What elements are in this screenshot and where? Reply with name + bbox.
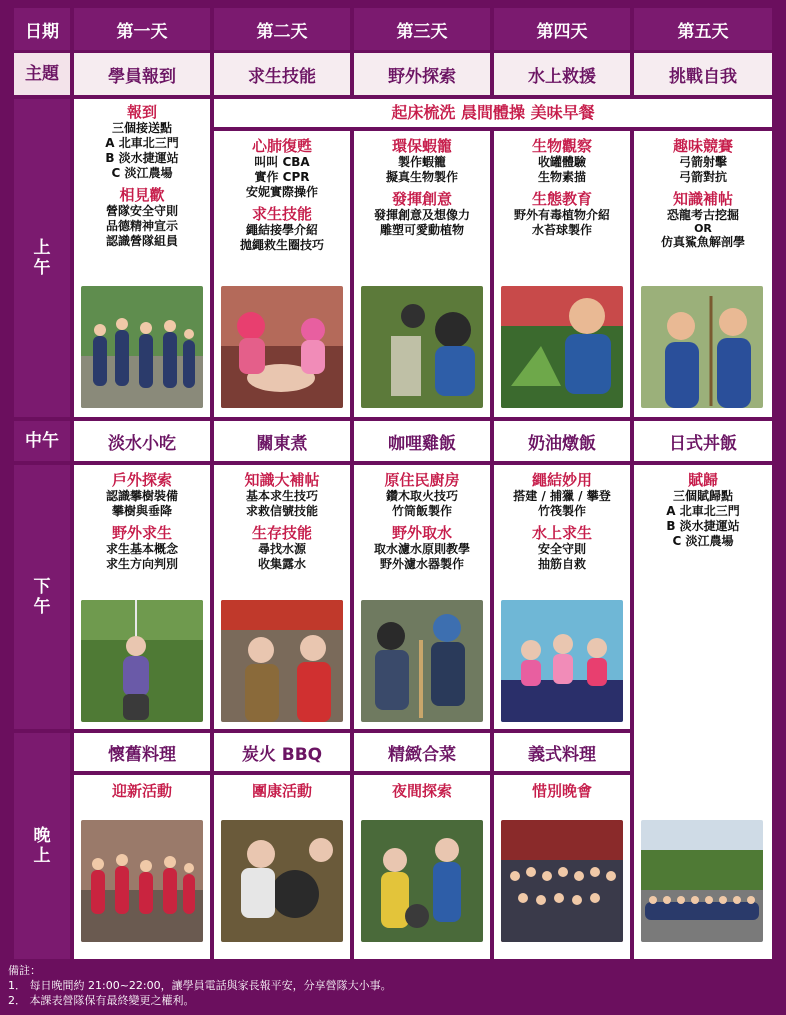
evening-activity-3: 夜間探索 bbox=[391, 782, 452, 800]
afternoon-d2-line: 求救信號技能 bbox=[245, 504, 318, 518]
theme-day-1: 學員報到 bbox=[74, 53, 210, 95]
notes-title: 備註： bbox=[8, 964, 41, 977]
morning-d2-line: 實作 CPR bbox=[254, 170, 310, 184]
afternoon-d2-title1: 知識大補帖 bbox=[244, 471, 320, 489]
morning-d1-line: 營隊安全守則 bbox=[105, 204, 178, 218]
morning-d5-title1: 趣味競賽 bbox=[672, 137, 733, 155]
noon-day-1: 淡水小吃 bbox=[74, 421, 210, 461]
theme-day-2: 求生技能 bbox=[214, 53, 350, 95]
morning-d4-title1: 生物觀察 bbox=[531, 137, 592, 155]
theme-day-4: 水上救援 bbox=[494, 53, 630, 95]
evening-activity-2: 團康活動 bbox=[251, 782, 312, 800]
fire-making-photo bbox=[361, 600, 483, 722]
morning-d5-line: OR bbox=[694, 222, 712, 235]
afternoon-d3-line: 竹筒飯製作 bbox=[391, 504, 452, 518]
afternoon-d5-line: B 淡水捷運站 bbox=[666, 519, 740, 533]
header-day-4: 第四天 bbox=[494, 8, 630, 50]
morning-d5-title2: 知識補帖 bbox=[672, 190, 733, 208]
theme-day-5: 挑戰自我 bbox=[634, 53, 772, 95]
morning-d3-title2: 發揮創意 bbox=[391, 190, 452, 208]
morning-d1-line: 三個接送點 bbox=[111, 121, 172, 135]
noon-day-5: 日式丼飯 bbox=[634, 421, 772, 461]
afternoon-label: 下 午 bbox=[14, 465, 70, 729]
afternoon-d5-line: C 淡江農場 bbox=[672, 534, 734, 548]
evening-dinner-3: 精緻合菜 bbox=[354, 733, 490, 771]
morning-d2-line: 繩結接學介紹 bbox=[245, 223, 318, 237]
morning-d4-title2: 生態教育 bbox=[531, 190, 592, 208]
morning-d4-line: 野外有毒植物介紹 bbox=[513, 208, 610, 222]
note-item: 1． 每日晚間約 21:00~22:00，讓學員電話與家長報平安，分享營隊大小事。 bbox=[8, 979, 392, 992]
afternoon-d5-line: A 北車北三門 bbox=[666, 504, 740, 518]
morning-d2-line: 安妮實際操作 bbox=[245, 185, 318, 199]
morning-d3-title1: 環保蝦籠 bbox=[391, 137, 452, 155]
camp-welcome-photo bbox=[81, 820, 203, 942]
morning-d2-line: 叫叫 CBA bbox=[254, 155, 310, 169]
morning-d3-line: 發揮創意及想像力 bbox=[373, 208, 470, 222]
notes bbox=[8, 963, 392, 1008]
afternoon-d2-title2: 生存技能 bbox=[251, 524, 312, 542]
morning-d2-title1: 心肺復甦 bbox=[251, 137, 312, 155]
header-day-1: 第一天 bbox=[74, 8, 210, 50]
morning-d1-line: A 北車北三門 bbox=[105, 136, 179, 150]
header-day-5: 第五天 bbox=[634, 8, 772, 50]
afternoon-d4-line: 搭建 / 捕獵 / 攀登 bbox=[513, 489, 611, 503]
afternoon-d1-title2: 野外求生 bbox=[111, 524, 172, 542]
night-exploration-photo bbox=[361, 820, 483, 942]
morning-d5-line: 仿真鯊魚解剖學 bbox=[660, 235, 745, 249]
morning-d4-line: 水苔球製作 bbox=[531, 223, 592, 237]
group-farewell-photo bbox=[641, 820, 763, 942]
noon-day-2: 關東煮 bbox=[214, 421, 350, 461]
afternoon-d1-line: 認識攀樹裝備 bbox=[105, 489, 178, 503]
morning-d1-line: B 淡水捷運站 bbox=[105, 151, 179, 165]
afternoon-d5-line: 三個賦歸點 bbox=[672, 489, 733, 503]
cpr-practice-photo bbox=[221, 286, 343, 408]
afternoon-d3-title2: 野外取水 bbox=[391, 524, 452, 542]
morning-d1-line: 品德精神宣示 bbox=[105, 219, 178, 233]
noon-label: 中午 bbox=[14, 421, 70, 461]
morning-d2-line: 拋繩救生圈技巧 bbox=[239, 238, 324, 252]
evening-activity-1: 迎新活動 bbox=[111, 782, 172, 800]
afternoon-d2-line: 基本求生技巧 bbox=[245, 489, 318, 503]
morning-d5-line: 弓箭射擊 bbox=[678, 155, 727, 169]
evening-dinner-2: 炭火 BBQ bbox=[214, 733, 350, 771]
morning-d4-line: 生物素描 bbox=[537, 170, 586, 184]
noon-day-3: 咖哩雞飯 bbox=[354, 421, 490, 461]
afternoon-d4-line: 竹筏製作 bbox=[537, 504, 586, 518]
morning-d2-title2: 求生技能 bbox=[251, 205, 312, 223]
afternoon-d3-line: 野外濾水器製作 bbox=[379, 557, 464, 571]
plant-observation-photo bbox=[501, 286, 623, 408]
morning-d3-line: 製作蝦籠 bbox=[397, 155, 446, 169]
afternoon-d2-line: 尋找水源 bbox=[257, 542, 306, 556]
afternoon-d4-title2: 水上求生 bbox=[531, 524, 592, 542]
afternoon-d1-line: 求生基本概念 bbox=[105, 542, 178, 556]
morning-d1-title2: 相見歡 bbox=[119, 186, 165, 204]
morning-d3-line: 雕塑可愛動植物 bbox=[379, 223, 464, 237]
header-day-2: 第二天 bbox=[214, 8, 350, 50]
evening-dinner-1: 懷舊料理 bbox=[74, 733, 210, 771]
header-day-3: 第三天 bbox=[354, 8, 490, 50]
bbq-photo bbox=[221, 820, 343, 942]
afternoon-d3-line: 鑽木取火技巧 bbox=[385, 489, 458, 503]
raft-photo bbox=[501, 600, 623, 722]
morning-banner bbox=[214, 99, 772, 127]
morning-banner-text: 起床梳洗 晨間體操 美味早餐 bbox=[391, 103, 595, 122]
morning-label: 上 午 bbox=[14, 99, 70, 417]
morning-d1-title1: 報到 bbox=[126, 103, 157, 121]
morning-d5-line: 恐龍考古挖掘 bbox=[666, 208, 739, 222]
noon-day-4: 奶油燉飯 bbox=[494, 421, 630, 461]
header-corner: 日期 bbox=[14, 8, 70, 50]
afternoon-d2-line: 收集露水 bbox=[257, 557, 306, 571]
afternoon-d5-title1: 賦歸 bbox=[687, 471, 718, 489]
morning-d3-line: 擬真生物製作 bbox=[385, 170, 458, 184]
evening-activity-4: 惜別晚會 bbox=[531, 782, 592, 800]
afternoon-d4-line: 抽筋自救 bbox=[537, 557, 586, 571]
archery-photo bbox=[641, 286, 763, 408]
afternoon-d3-line: 取水濾水原則教學 bbox=[373, 542, 470, 556]
evening-label: 晚 上 bbox=[14, 733, 70, 959]
morning-d5-line: 弓箭對抗 bbox=[678, 170, 727, 184]
camp-group-photo bbox=[81, 286, 203, 408]
theme-day-3: 野外探索 bbox=[354, 53, 490, 95]
afternoon-d3-title1: 原住民廚房 bbox=[384, 471, 460, 489]
afternoon-d1-title1: 戶外探索 bbox=[111, 471, 172, 489]
afternoon-d4-title1: 繩結妙用 bbox=[531, 471, 592, 489]
morning-d1-line: 認識營隊組員 bbox=[105, 234, 178, 248]
shrimp-trap-photo bbox=[361, 286, 483, 408]
note-item: 2． 本課表營隊保有最終變更之權利。 bbox=[8, 994, 195, 1007]
farewell-party-photo bbox=[501, 820, 623, 942]
afternoon-d1-line: 攀樹與垂降 bbox=[111, 504, 172, 518]
evening-dinner-4: 義式料理 bbox=[494, 733, 630, 771]
morning-d1-line: C 淡江農場 bbox=[111, 166, 173, 180]
afternoon-d4-line: 安全守則 bbox=[537, 542, 586, 556]
afternoon-d1-line: 求生方向判別 bbox=[105, 557, 178, 571]
theme-label: 主題 bbox=[14, 53, 70, 95]
survival-skills-photo bbox=[221, 600, 343, 722]
tree-climbing-photo bbox=[81, 600, 203, 722]
morning-d4-line: 收罐體驗 bbox=[537, 155, 586, 169]
